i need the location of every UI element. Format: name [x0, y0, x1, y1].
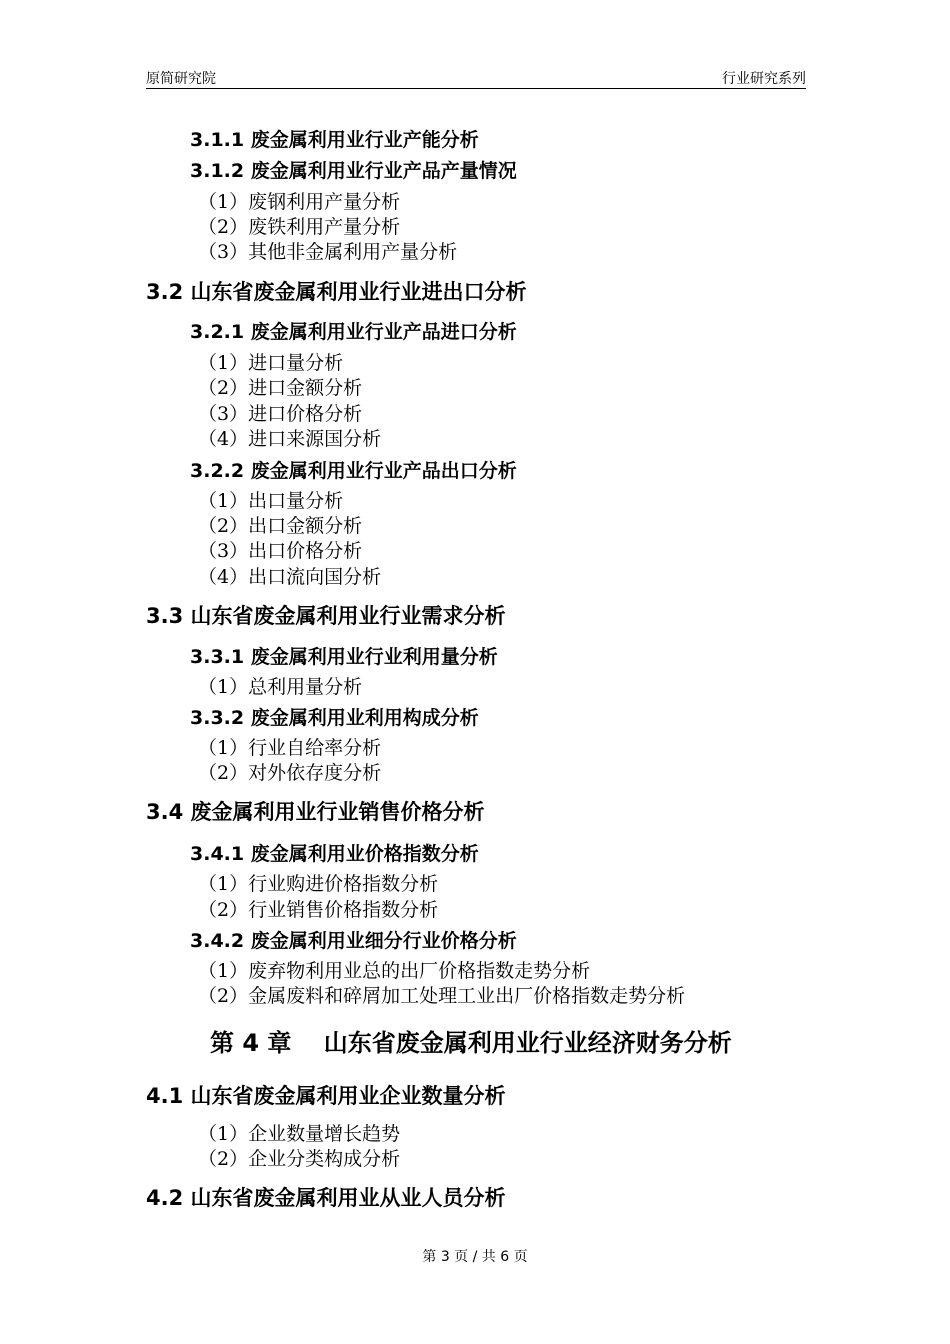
toc-entry-3-2: 3.2 山东省废金属利用业行业进出口分析	[146, 280, 527, 304]
toc-entry-3-4-2-1: （1）废弃物利用业总的出厂价格指数走势分析	[198, 960, 591, 982]
toc-entry-3-3-1-1: （1）总利用量分析	[198, 676, 363, 698]
toc-entry-3-2-1-2: （2）进口金额分析	[198, 377, 363, 399]
toc-entry-3-2-2: 3.2.2 废金属利用业行业产品出口分析	[190, 460, 517, 482]
toc-entry-4-1: 4.1 山东省废金属利用业企业数量分析	[146, 1084, 506, 1108]
toc-entry-3-3: 3.3 山东省废金属利用业行业需求分析	[146, 604, 506, 628]
toc-entry-3-4: 3.4 废金属利用业行业销售价格分析	[146, 800, 485, 824]
toc-entry-3-2-1-1: （1）进口量分析	[198, 352, 344, 374]
toc-entry-3-1-2-3: （3）其他非金属利用产量分析	[198, 241, 458, 263]
toc-entry-3-2-2-1: （1）出口量分析	[198, 490, 344, 512]
toc-entry-3-4-1-1: （1）行业购进价格指数分析	[198, 873, 439, 895]
toc-entry-3-3-2-2: （2）对外依存度分析	[198, 762, 382, 784]
toc-entry-3-4-1: 3.4.1 废金属利用业价格指数分析	[190, 843, 479, 865]
toc-entry-4-1-2: （2）企业分类构成分析	[198, 1148, 401, 1170]
toc-entry-3-4-2: 3.4.2 废金属利用业细分行业价格分析	[190, 930, 517, 952]
page-number: 第 3 页 / 共 6 页	[422, 1249, 528, 1265]
page-header	[146, 66, 806, 89]
toc-entry-3-2-2-3: （3）出口价格分析	[198, 540, 363, 562]
toc-entry-3-4-2-2: （2）金属废料和碎屑加工处理工业出厂价格指数走势分析	[198, 985, 686, 1007]
header-series-name: 行业研究系列	[722, 71, 806, 87]
toc-entry-3-3-2: 3.3.2 废金属利用业利用构成分析	[190, 707, 479, 729]
toc-entry-4-2: 4.2 山东省废金属利用业从业人员分析	[146, 1186, 506, 1210]
chapter-4-heading: 第 4 章 山东省废金属利用业行业经济财务分析	[210, 1029, 732, 1057]
toc-entry-3-1-2-1: （1）废钢利用产量分析	[198, 191, 401, 213]
toc-entry-3-2-1: 3.2.1 废金属利用业行业产品进口分析	[190, 321, 517, 343]
toc-entry-3-3-2-1: （1）行业自给率分析	[198, 737, 382, 759]
toc-entry-3-4-1-2: （2）行业销售价格指数分析	[198, 899, 439, 921]
toc-entry-3-2-1-4: （4）进口来源国分析	[198, 428, 382, 450]
toc-entry-3-2-2-2: （2）出口金额分析	[198, 515, 363, 537]
header-org-name: 原简研究院	[146, 71, 216, 87]
toc-entry-3-2-2-4: （4）出口流向国分析	[198, 566, 382, 588]
toc-entry-3-1-2-2: （2）废铁利用产量分析	[198, 216, 401, 238]
toc-entry-3-1-2: 3.1.2 废金属利用业行业产品产量情况	[190, 160, 517, 182]
toc-entry-4-1-1: （1）企业数量增长趋势	[198, 1123, 401, 1145]
toc-entry-3-2-1-3: （3）进口价格分析	[198, 403, 363, 425]
toc-entry-3-3-1: 3.3.1 废金属利用业行业利用量分析	[190, 646, 498, 668]
toc-entry-3-1-1: 3.1.1 废金属利用业行业产能分析	[190, 129, 479, 151]
